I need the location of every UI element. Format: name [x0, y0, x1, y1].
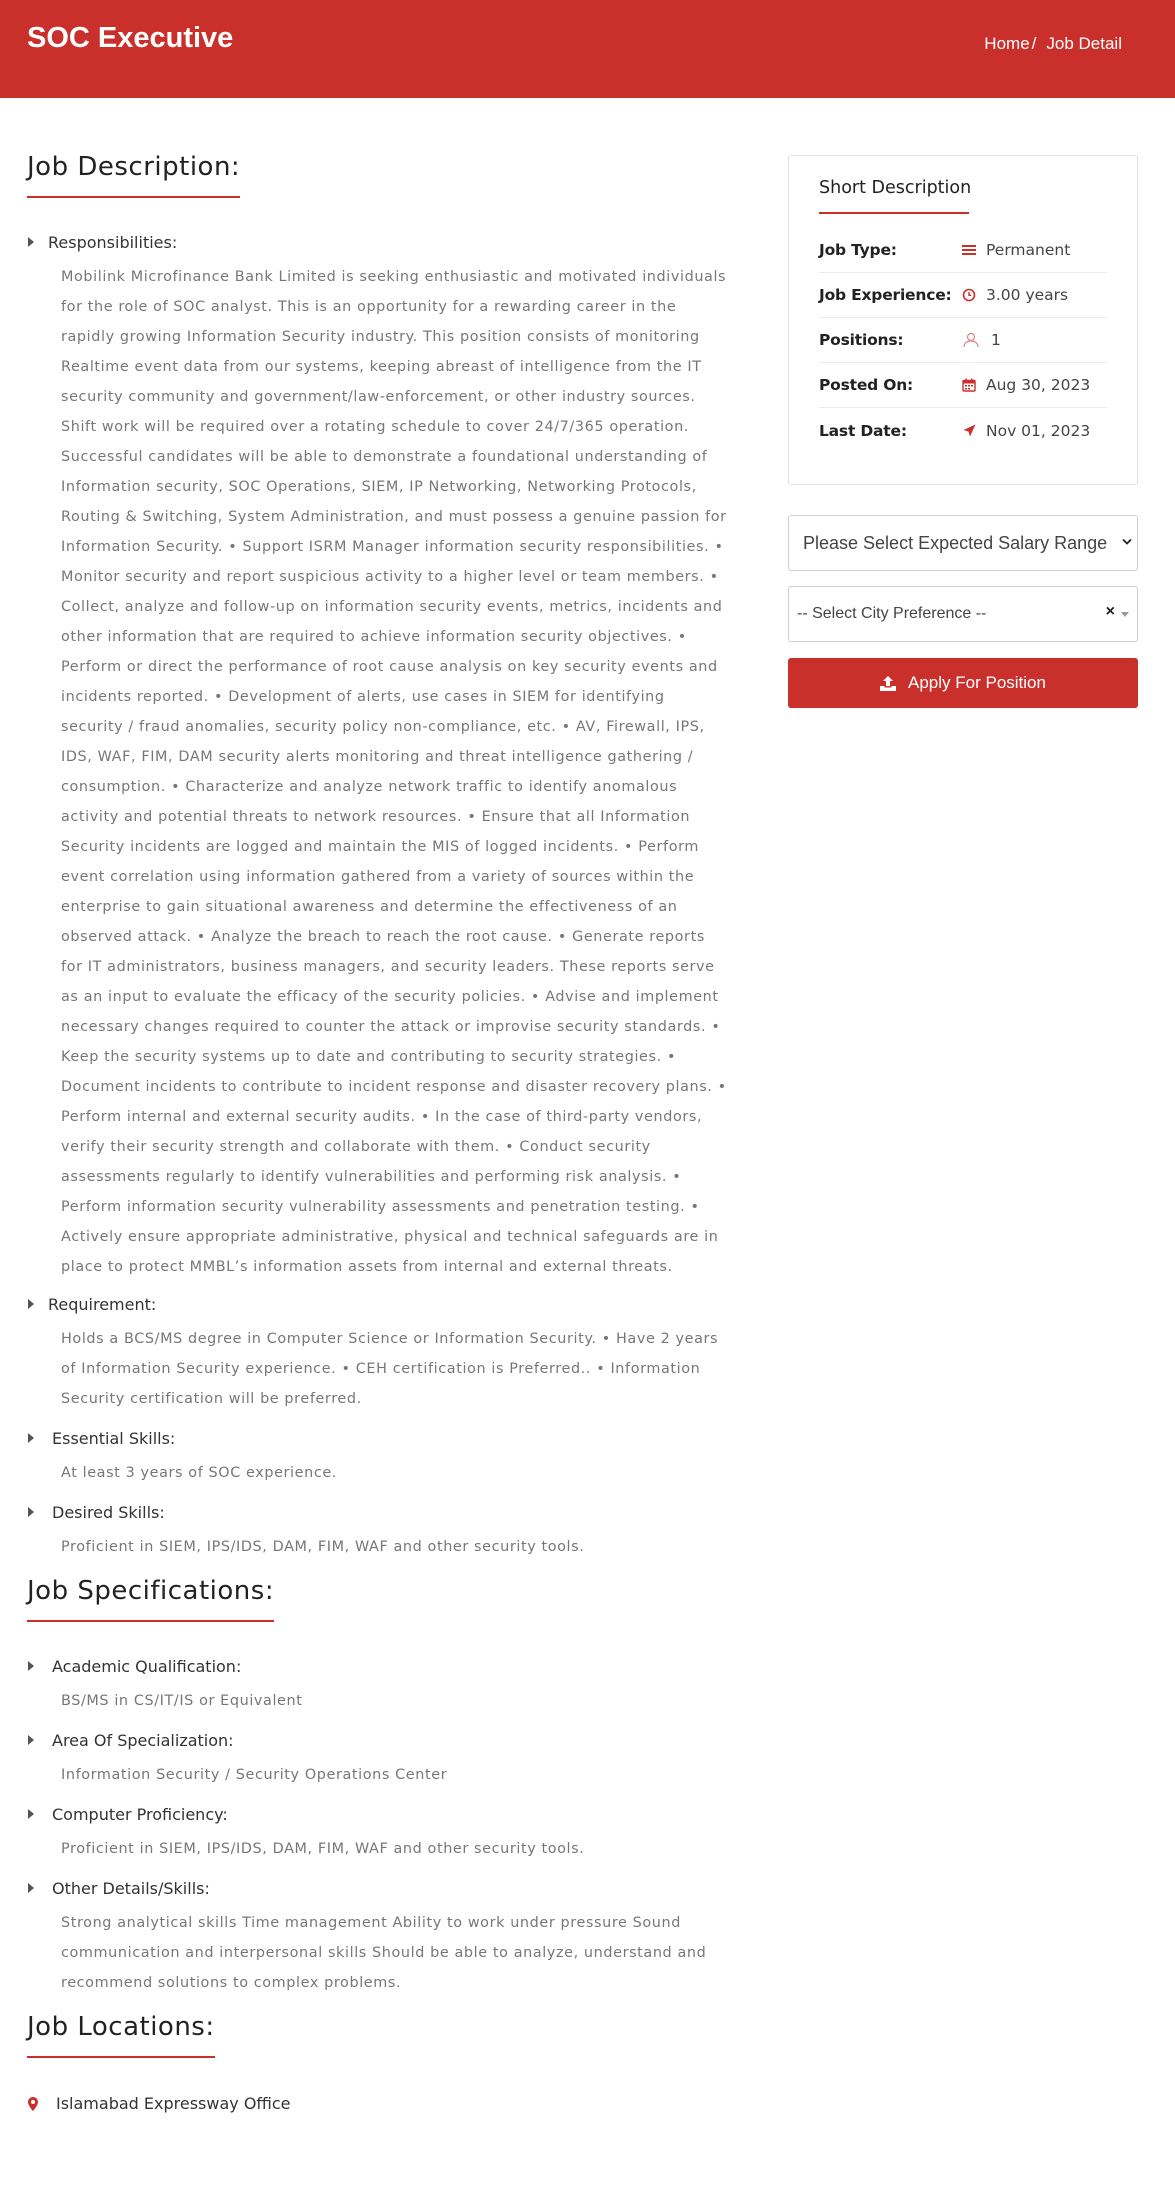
item-label: Essential Skills: — [52, 1428, 176, 1448]
row-value — [961, 331, 1001, 349]
apply-button-label: Apply For Position — [908, 673, 1046, 692]
sidebar — [788, 155, 1138, 708]
area-of-specialization-item — [27, 1726, 727, 1790]
job-experience-row — [819, 273, 1107, 318]
salary-range-select[interactable] — [788, 515, 1138, 571]
heading-underline — [27, 1620, 274, 1622]
item-header — [27, 228, 727, 256]
item-header — [27, 1652, 727, 1680]
caret-right-icon — [28, 1661, 34, 1671]
responsibilities-item — [27, 228, 727, 1282]
last-date-value: Nov 01, 2023 — [986, 421, 1091, 440]
job-type-row — [819, 228, 1107, 273]
calendar-icon — [961, 377, 977, 393]
job-experience-value: 3.00 years — [986, 286, 1069, 304]
desired-skills-item — [27, 1498, 727, 1562]
academic-qualification-item — [27, 1652, 727, 1716]
row-label: Job Experience: — [819, 286, 952, 304]
item-text: Information Security / Security Operations Center — [61, 1767, 448, 1783]
location-name: Islamabad Expressway Office — [56, 2094, 291, 2113]
row-label: Positions: — [819, 331, 904, 349]
map-marker-icon — [28, 2097, 38, 2111]
item-header — [27, 1290, 727, 1318]
item-text: BS/MS in CS/IT/IS or Equivalent — [61, 1693, 303, 1709]
chevron-down-icon — [1122, 538, 1132, 546]
clear-selection-icon[interactable]: × — [1105, 603, 1115, 620]
caret-right-icon — [28, 1883, 34, 1893]
location-arrow-icon — [961, 423, 977, 439]
breadcrumb — [984, 34, 1122, 54]
item-header — [27, 1424, 727, 1452]
caret-right-icon — [28, 1507, 34, 1517]
caret-right-icon — [28, 1299, 34, 1309]
item-label: Area Of Specialization: — [52, 1730, 234, 1750]
upload-icon — [880, 676, 896, 691]
page-title: SOC Executive — [27, 22, 234, 54]
city-preference-select[interactable] — [788, 586, 1138, 642]
caret-right-icon — [28, 1809, 34, 1819]
caret-right-icon — [28, 237, 34, 247]
item-text: Holds a BCS/MS degree in Computer Science or Information Security. • Have 2 years of Information Security experience. • CEH certification is Preferred.. • Information Security certification will be preferred. — [61, 1331, 719, 1407]
row-value — [961, 286, 1068, 304]
last-date-row — [819, 408, 1107, 453]
heading-underline — [27, 196, 240, 198]
salary-range-selected: Please Select Expected Salary Range — [803, 532, 1108, 553]
item-label: Requirement: — [48, 1294, 157, 1314]
city-preference-selected: -- Select City Preference -- — [797, 605, 987, 622]
row-label: Last Date: — [819, 421, 907, 440]
caret-right-icon — [28, 1735, 34, 1745]
positions-value: 1 — [991, 331, 1001, 349]
row-value — [961, 241, 1070, 259]
row-value — [961, 376, 1090, 394]
breadcrumb-separator: / — [1031, 34, 1037, 53]
item-label: Computer Proficiency: — [52, 1804, 228, 1824]
job-type-value: Permanent — [986, 241, 1071, 259]
job-locations-heading — [27, 2012, 215, 2058]
short-description-title: Short Description — [819, 178, 972, 198]
row-value — [961, 422, 1090, 440]
item-text: Strong analytical skills Time management Ability to work under pressure Sound communication and interpersonal skills Should be able to analyze, understand and recommend solutions to complex problems. — [61, 1915, 707, 1991]
item-label: Other Details/Skills: — [52, 1878, 210, 1898]
item-text: Proficient in SIEM, IPS/IDS, DAM, FIM, WAF and other security tools. — [61, 1539, 585, 1555]
item-label: Responsibilities: — [48, 232, 178, 252]
heading-underline — [27, 2056, 215, 2058]
short-description-list — [819, 228, 1107, 453]
item-text: At least 3 years of SOC experience. — [61, 1465, 337, 1481]
job-description-heading — [27, 140, 240, 198]
user-icon — [961, 332, 981, 348]
item-header — [27, 1726, 727, 1754]
requirement-item — [27, 1290, 727, 1414]
job-locations-title: Job Locations: — [27, 2012, 215, 2042]
computer-proficiency-item — [27, 1800, 727, 1864]
item-header — [27, 1498, 727, 1526]
item-header — [27, 1874, 727, 1902]
item-label: Academic Qualification: — [52, 1656, 242, 1676]
job-specifications-heading — [27, 1576, 274, 1622]
bars-icon — [961, 242, 977, 258]
clock-icon — [961, 287, 977, 303]
item-text: Proficient in SIEM, IPS/IDS, DAM, FIM, WAF and other security tools. — [61, 1841, 585, 1857]
row-label: Job Type: — [819, 241, 897, 259]
caret-right-icon — [28, 1433, 34, 1443]
item-label: Desired Skills: — [52, 1502, 165, 1522]
job-description-title: Job Description: — [27, 152, 241, 182]
heading-underline — [819, 212, 969, 214]
posted-on-value: Aug 30, 2023 — [986, 376, 1091, 394]
main-content — [27, 140, 727, 2113]
essential-skills-item — [27, 1424, 727, 1488]
row-label: Posted On: — [819, 376, 914, 394]
caret-down-icon — [1121, 612, 1129, 617]
breadcrumb-home-link[interactable]: Home — [984, 34, 1030, 53]
posted-on-row — [819, 363, 1107, 408]
apply-for-position-button[interactable] — [788, 658, 1138, 708]
location-item — [27, 2094, 727, 2113]
short-description-card — [788, 155, 1138, 485]
item-header — [27, 1800, 727, 1828]
breadcrumb-current: Job Detail — [1046, 34, 1122, 53]
job-specifications-title: Job Specifications: — [27, 1576, 275, 1606]
other-details-item — [27, 1874, 727, 1998]
positions-row — [819, 318, 1107, 363]
page-header — [0, 0, 1175, 98]
item-text: Mobilink Microfinance Bank Limited is seeking enthusiastic and motivated individuals for the role of SOC analyst. This is an opportunity for a rewarding career in the rapidly growing Information Security industry. This position consists of monitoring Realtime event data from our systems, keeping abreast of intelligence from the IT security community and government/law-enforcement, or other industry sources. Shift work will be required over a rotating schedule to cover 24/7/365 operation. Successful candidates will be able to demonstrate a foundational understanding of Information security, SOC Operations, SIEM, IP Networking, Networking Protocols, Routing & Switching, System Administration, and must possess a genuine passion for Information Security. • Support ISRM Manager information security responsibilities. • Monitor security and report suspicious activity to a higher level or team members. • Collect, analyze and follow-up on information security events, metrics, incidents and other information that are required to achieve information security objectives. • Perform or direct the performance of root cause analysis on key security events and incidents reported. • Development of alerts, use cases in SIEM for identifying security / fraud anomalies, security policy non-compliance, etc. • AV, Firewall, IPS, IDS, WAF, FIM, DAM security alerts monitoring and threat intelligence gathering / consumption. • Characterize and analyze network traffic to identify anomalous activity and potential threats to network resources. • Ensure that all Information Security incidents are logged and maintain the MIS of logged incidents. • Perform event correlation using information gathered from a variety of sources within the enterprise to gain situational awareness and determine the effectiveness of an observed attack. • Analyze the breach to reach the root cause. • Generate reports for IT administrators, business managers, and security leaders. These reports serve as an input to evaluate the efficacy of the security policies. • Advise and implement necessary changes required to counter the attack or improvise security standards. • Keep the security systems up to date and contributing to security strategies. • Document incidents to contribute to incident response and disaster recovery plans. • Perform internal and external security audits. • In the case of third-party vendors, verify their security strength and collaborate with them. • Conduct security assessments regularly to identify vulnerabilities and performing risk analysis. • Perform information security vulnerability assessments and penetration testing. • Actively ensure appropriate administrative, physical and technical safeguards are in place to protect MMBL’s information assets from internal and external threats. — [61, 269, 727, 1275]
